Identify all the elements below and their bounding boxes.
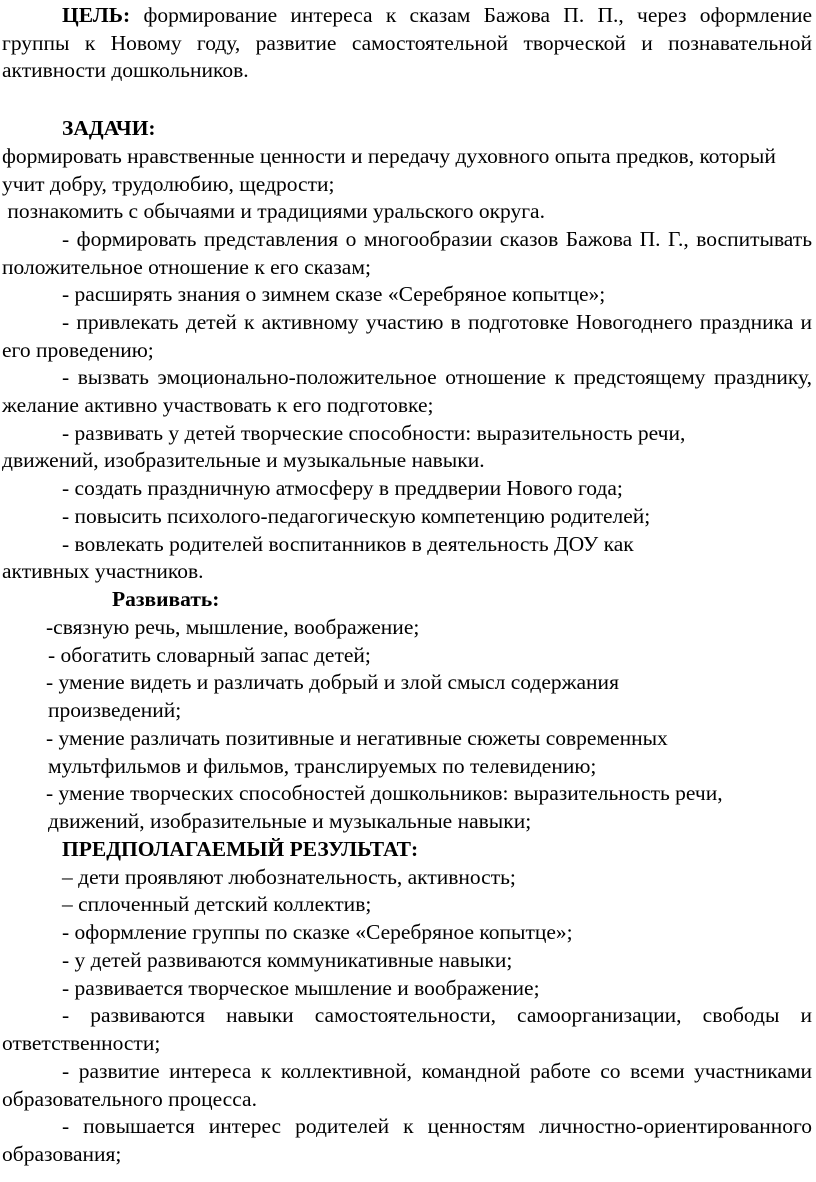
result-item: – сплоченный детский коллектив; xyxy=(62,892,372,916)
tasks-heading: ЗАДАЧИ: xyxy=(62,116,156,140)
task-item: познакомить с обычаями и традициями уральского округа. xyxy=(2,199,545,223)
task-item: - повысить психолого-педагогическую компетенцию родителей; xyxy=(62,504,651,528)
result-item: – дети проявляют любознательность, активность; xyxy=(62,865,516,889)
task-item: - расширять знания о зимнем сказе «Серебряное копытце»; xyxy=(62,282,606,306)
result-item: - развивается творческое мышление и воображение; xyxy=(62,976,540,1000)
develop-item: - умение различать позитивные и негативные сюжеты современных мультфильмов и фильмов, транслируемых по телевидению; xyxy=(46,726,668,778)
develop-item: - умение видеть и различать добрый и злой смысл содержания произведений; xyxy=(46,670,619,722)
task-item: формировать нравственные ценности и передачу духовного опыта предков, который учит добру, трудолюбию, щедрости; xyxy=(2,144,776,196)
task-item: - развивать у детей творческие способности: выразительность речи, xyxy=(62,421,686,445)
task-item: - привлекать детей к активному участию в подготовке Новогоднего праздника и его проведению; xyxy=(2,310,812,362)
develop-item: -связную речь, мышление, воображение; xyxy=(46,615,420,639)
task-item: - вовлекать родителей воспитанников в деятельность ДОУ как xyxy=(62,532,634,556)
task-item: движений, изобразительные и музыкальные навыки. xyxy=(2,448,485,472)
task-item: - создать праздничную атмосферу в преддверии Нового года; xyxy=(62,476,623,500)
develop-item: - обогатить словарный запас детей; xyxy=(48,643,371,667)
goal-label: ЦЕЛЬ: xyxy=(62,3,131,27)
result-item: - развитие интереса к коллективной, командной работе со всеми участниками образовательного процесса. xyxy=(2,1059,812,1111)
result-item: - развиваются навыки самостоятельности, самоорганизации, свободы и ответственности; xyxy=(2,1003,812,1055)
goal-paragraph xyxy=(2,2,812,85)
develop-item: - умение творческих способностей дошкольников: выразительность речи, движений, изобразительные и музыкальные навыки; xyxy=(46,781,723,833)
goal-text: формирование интереса к сказам Бажова П. П., через оформление группы к Новому году, развитие самостоятельной творческой и познавательной активности дошкольников. xyxy=(2,3,813,82)
results-heading: ПРЕДПОЛАГАЕМЫЙ РЕЗУЛЬТАТ: xyxy=(62,837,419,861)
develop-heading: Развивать: xyxy=(112,587,220,611)
result-item: - повышается интерес родителей к ценностям личностно-ориентированного образования; xyxy=(2,1114,812,1166)
result-item: - оформление группы по сказке «Серебряное копытце»; xyxy=(62,920,573,944)
task-item: - вызвать эмоционально-положительное отношение к предстоящему празднику, желание активно участвовать к его подготовке; xyxy=(2,365,812,417)
result-item: - у детей развиваются коммуникативные навыки; xyxy=(62,948,513,972)
task-item: - формировать представления о многообразии сказов Бажова П. Г., воспитывать положительное отношение к его сказам; xyxy=(2,227,812,279)
task-item: активных участников. xyxy=(2,559,204,583)
